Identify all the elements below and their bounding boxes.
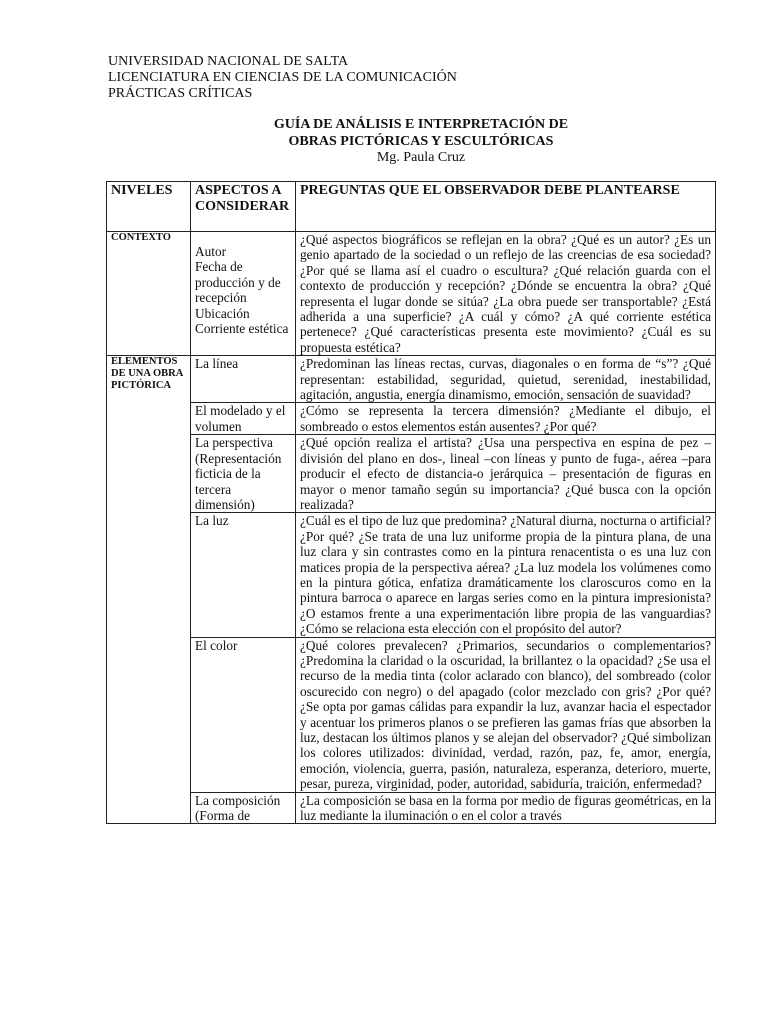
table-row: [107, 637, 716, 792]
document-header: [108, 54, 457, 102]
aspect-item: Corriente estética: [195, 321, 289, 337]
document-title: [108, 116, 734, 150]
questions-context: ¿Qué aspectos biográficos se reflejan en la obra? ¿Qué es un autor? ¿Es un genio apartado de la sociedad o un reflejo de las creencias de esa sociedad? ¿Por qué se llama así el cuadro o escultura? ¿Qué relación guarda con el contexto de producción y recepción? ¿Dónde se encuentra la obra? ¿Qué representa el lugar donde se sitúa? ¿La obra puede ser transportable? ¿Está adherida a una superficie? ¿A cuál y cómo? ¿A qué corriente estética pertenece? ¿Qué características presenta este movimiento? ¿Cuál es su propuesta estética?: [295, 232, 715, 356]
level-elements: ELEMENTOS DE UNA OBRA PICTÓRICA: [107, 356, 191, 824]
analysis-table: [106, 181, 716, 824]
author-name: Mg. Paula Cruz: [376, 150, 466, 165]
table-header-row: [107, 182, 716, 232]
table-row: [107, 356, 716, 403]
aspect-perspective: La perspectiva (Representación ficticia de la tercera dimensión): [191, 435, 296, 513]
table-row: [107, 403, 716, 435]
aspect-item: Ubicación: [195, 305, 250, 321]
aspect-light: La luz: [191, 513, 296, 637]
aspect-line: La línea: [191, 356, 296, 403]
aspects-context: [191, 232, 296, 356]
aspect-composition: La composición (Forma de: [191, 792, 296, 824]
questions-color: ¿Qué colores prevalecen? ¿Primarios, secundarios o complementarios? ¿Predomina la claridad o la oscuridad, la brillantez o la opacidad? ¿Se usa el recurso de la media tinta (color aclarado con blanco), del sombreado (color oscurecido con negro) o del apagado (color mezclado con gris? ¿Por qué? ¿Se opta por gamas cálidas para expandir la luz, avanzar hacia el espectador y acentuar los primeros planos o se prefieren las gamas frías que absorben la luz, destacan los últimos planos y se alejan del observador? ¿Qué simbolizan los colores utilizados: divinidad, verdad, razón, paz, fe, amor, energía, emoción, violencia, guerra, pasión, naturaleza, esperanza, deterioro, muerte, pesar, pureza, virginidad, poder, autoridad, sabiduría, traición, enfermedad?: [295, 637, 715, 792]
table-row: [107, 435, 716, 513]
header-levels: NIVELES: [107, 182, 191, 232]
header-aspects: ASPECTOS A CONSIDERAR: [191, 182, 296, 232]
questions-light: ¿Cuál es el tipo de luz que predomina? ¿Natural diurna, nocturna o artificial? ¿Por qué? ¿Se trata de una luz uniforme propia de la pintura plana, de una luz clara y sin contrastes como en la pintura renacentista o es una luz con matices propia de la perspectiva aérea? ¿La luz modela los volúmenes como en la pintura gótica, enfatiza dramáticamente los claroscuros como en la pintura barroca o aparece en largas series como en la pintura impresionista? ¿O estamos frente a una experimentación libre propia de las vanguardias? ¿Cómo se relaciona esta elección con el propósito del autor?: [295, 513, 715, 637]
questions-perspective: ¿Qué opción realiza el artista? ¿Usa una perspectiva en espina de pez –división del plano en dos-, lineal –con líneas y punto de fuga-, aérea –para producir el efecto de distancia-o jerárquica – presentación de figuras en mayor o menor tamaño según su importancia? ¿Qué busca con la opción realizada?: [295, 435, 715, 513]
questions-composition: ¿La composición se basa en la forma por medio de figuras geométricas, en la luz mediante la iluminación o en el color a través: [295, 792, 715, 824]
title-line-1: GUÍA DE ANÁLISIS E INTERPRETACIÓN DE: [273, 117, 569, 132]
questions-volume: ¿Cómo se representa la tercera dimensión? ¿Mediante el dibujo, el sombreado o estos elementos están ausentes? ¿Por qué?: [295, 403, 715, 435]
course-name: PRÁCTICAS CRÍTICAS: [108, 86, 253, 101]
aspect-color: El color: [191, 637, 296, 792]
table-row: [107, 792, 716, 824]
aspect-volume: El modelado y el volumen: [191, 403, 296, 435]
header-questions: PREGUNTAS QUE EL OBSERVADOR DEBE PLANTEARSE: [295, 182, 715, 232]
aspect-item: Autor: [195, 244, 227, 259]
level-context: CONTEXTO: [107, 232, 191, 356]
program-name: LICENCIATURA EN CIENCIAS DE LA COMUNICACIÓN: [108, 70, 457, 85]
questions-line: ¿Predominan las líneas rectas, curvas, diagonales o en forma de “s”? ¿Qué representan: estabilidad, seguridad, quietud, serenidad, inestabilidad, agitación, angustia, energía dinamismo, emoción, sensación de suavidad?: [295, 356, 715, 403]
table-row: [107, 513, 716, 637]
aspect-item: Fecha de producción y de recepción: [195, 259, 281, 306]
table-row-context: [107, 232, 716, 356]
title-line-2: OBRAS PICTÓRICAS Y ESCULTÓRICAS: [288, 134, 554, 149]
university-name: UNIVERSIDAD NACIONAL DE SALTA: [108, 54, 349, 69]
